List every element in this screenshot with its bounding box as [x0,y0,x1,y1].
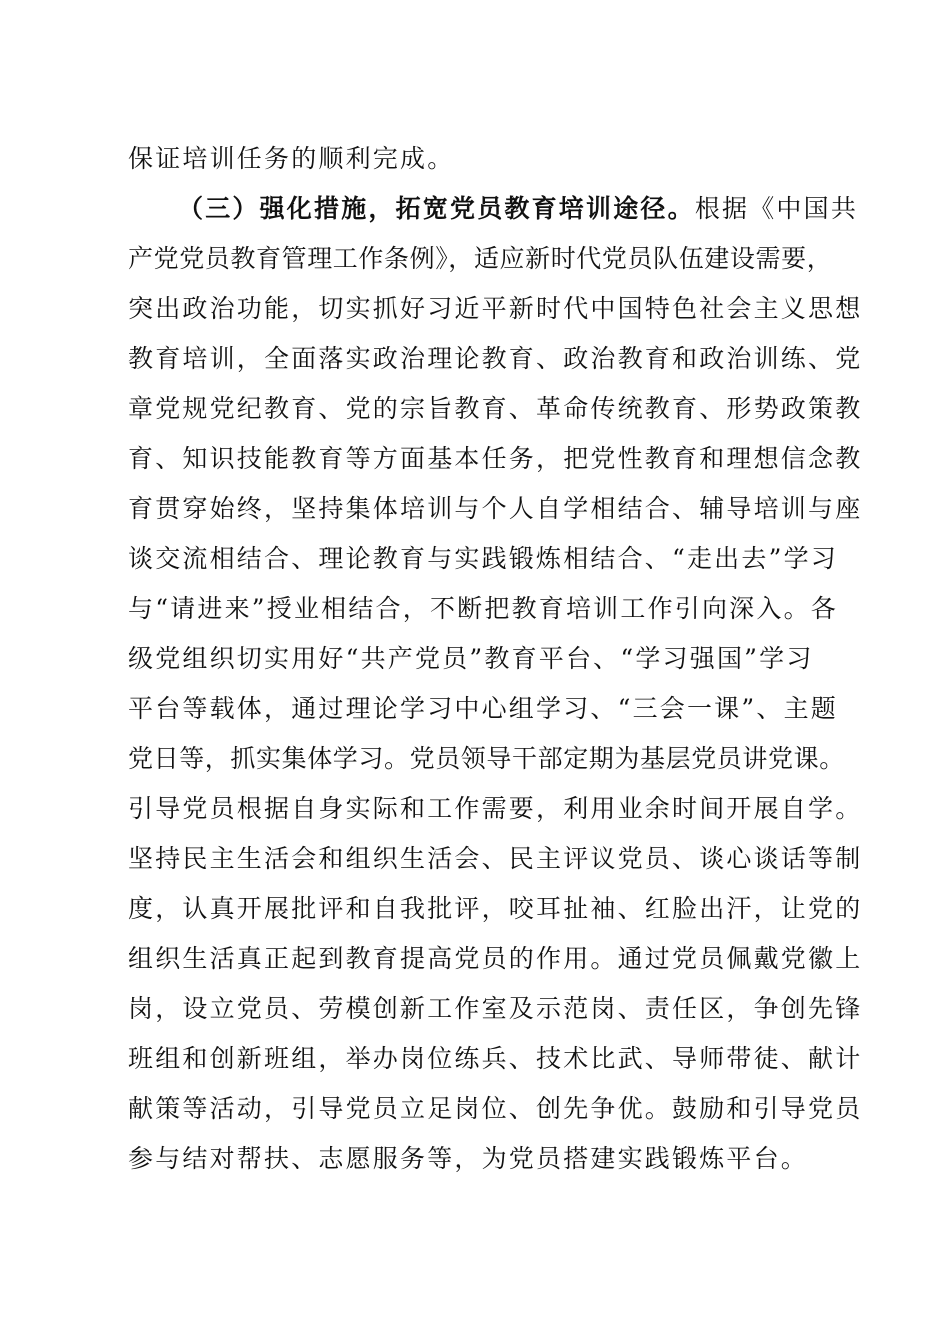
text-line: 育、知识技能教育等方面基本任务，把党性教育和理想信念教 [128,444,863,473]
text-segment: 根据《中国共 [694,194,859,223]
text-line: 参与结对帮扶、志愿服务等，为党员搭建实践锻炼平台。 [128,1144,809,1173]
section-heading-line [178,189,878,229]
text-line: 平台等载体，通过理论学习中心组学习、“三会一课”、主题 [128,694,838,723]
section-heading: （三）强化措施，拓宽党员教育培训途径。 [178,194,695,223]
text-line: 突出政治功能，切实抓好习近平新时代中国特色社会主义思想 [128,294,863,323]
text-line: 坚持民主生活会和组织生活会、民主评议党员、谈心谈话等制 [128,844,863,873]
text-line: 岗，设立党员、劳模创新工作室及示范岗、责任区，争创先锋 [128,994,863,1023]
text-line: 组织生活真正起到教育提高党员的作用。通过党员佩戴党徽上 [128,944,863,973]
text-line: 度，认真开展批评和自我批评，咬耳扯袖、红脸出汗，让党的 [128,894,863,923]
text-line: 教育培训，全面落实政治理论教育、政治教育和政治训练、党 [128,344,863,373]
text-line: 班组和创新班组，举办岗位练兵、技术比武、导师带徒、献计 [128,1044,863,1073]
text-line: 党日等，抓实集体学习。党员领导干部定期为基层党员讲党课。 [128,744,845,773]
text-line: 引导党员根据自身实际和工作需要，利用业余时间开展自学。 [128,794,863,823]
text-line: 保证培训任务的顺利完成。 [128,144,455,173]
text-line: 级党组织切实用好“共产党员”教育平台、“学习强国”学习 [128,644,814,673]
text-line: 育贯穿始终，坚持集体培训与个人自学相结合、辅导培训与座 [128,494,863,523]
text-line: 章党规党纪教育、党的宗旨教育、革命传统教育、形势政策教 [128,394,863,423]
text-line: 产党党员教育管理工作条例》，适应新时代党员队伍建设需要， [128,244,833,273]
text-line: 谈交流相结合、理论教育与实践锻炼相结合、“走出去”学习 [128,544,838,573]
text-line: 与“请进来”授业相结合，不断把教育培训工作引向深入。各 [128,594,838,623]
text-line: 献策等活动，引导党员立足岗位、创先争优。鼓励和引导党员 [128,1094,863,1123]
